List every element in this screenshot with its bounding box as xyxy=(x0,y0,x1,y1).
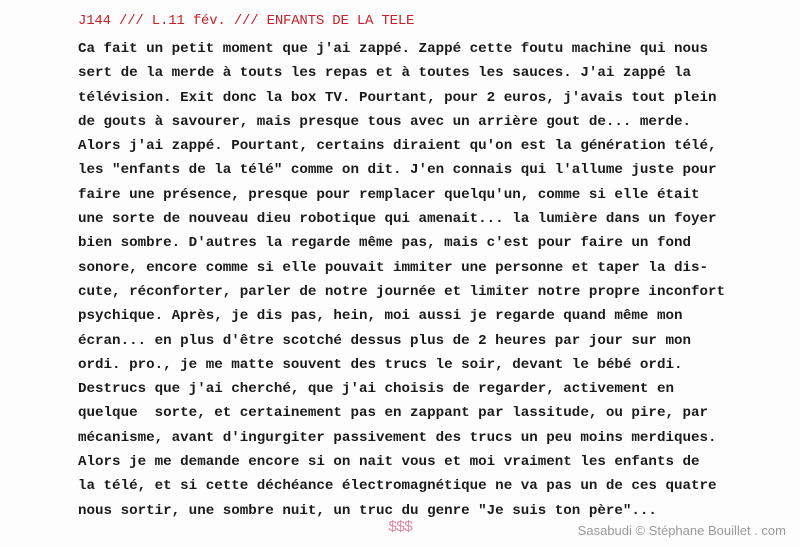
signature-mark: $$$ xyxy=(388,519,413,536)
copyright-watermark: Sasabudi © Stéphane Bouillet . com xyxy=(577,523,786,538)
text-line: quelque sorte, et certainement pas en zappant par lassitude, ou pire, par xyxy=(78,405,709,422)
text-line: les "enfants de la télé" comme on dit. J'en connais qui l'allume juste pour xyxy=(78,162,717,179)
text-line: une sorte de nouveau dieu robotique qui amenait... la lumière dans un foyer xyxy=(78,211,717,228)
text-line: ordi. pro., je me matte souvent des trucs le soir, devant le bébé ordi. xyxy=(78,356,683,373)
text-line: Destrucs que j'ai cherché, que j'ai choisis de regarder, activement en xyxy=(78,381,674,398)
text-line: mécanisme, avant d'ingurgiter passivement des trucs un peu moins merdiques. xyxy=(78,429,717,446)
text-line: nous sortir, une sombre nuit, un truc du genre "Je suis ton père"... xyxy=(78,502,657,519)
entry-header: J144 /// L.11 fév. /// ENFANTS DE LA TELE xyxy=(78,13,415,29)
text-line: de gouts à savourer, mais presque tous avec un arrière gout de... merde. xyxy=(78,113,691,130)
text-line: télévision. Exit donc la box TV. Pourtant, pour 2 euros, j'avais tout plein xyxy=(78,89,717,106)
text-line: cute, réconforter, parler de notre journée et limiter notre propre inconfort xyxy=(78,283,726,300)
text-line: psychique. Après, je dis pas, hein, moi aussi je regarde quand même mon xyxy=(78,308,683,325)
text-line: faire une présence, presque pour remplacer quelqu'un, comme si elle était xyxy=(78,186,700,203)
text-line: écran... en plus d'être scotché dessus plus de 2 heures par jour sur mon xyxy=(78,332,691,349)
text-line: sert de la merde à touts les repas et à toutes les sauces. J'ai zappé la xyxy=(78,65,691,82)
text-line: Alors j'ai zappé. Pourtant, certains diraient qu'on est la génération télé, xyxy=(78,138,717,155)
body-text xyxy=(78,37,778,523)
text-line: la télé, et si cette déchéance électromagnétique ne va pas un de ces quatre xyxy=(78,478,717,495)
text-line: Ca fait un petit moment que j'ai zappé. Zappé cette foutu machine qui nous xyxy=(78,41,709,57)
text-line: sonore, encore comme si elle pouvait immiter une personne et taper la dis- xyxy=(78,259,709,276)
text-line: bien sombre. D'autres la regarde même pas, mais c'est pour faire un fond xyxy=(78,235,691,252)
text-line: Alors je me demande encore si on nait vous et moi vraiment les enfants de xyxy=(78,454,700,471)
